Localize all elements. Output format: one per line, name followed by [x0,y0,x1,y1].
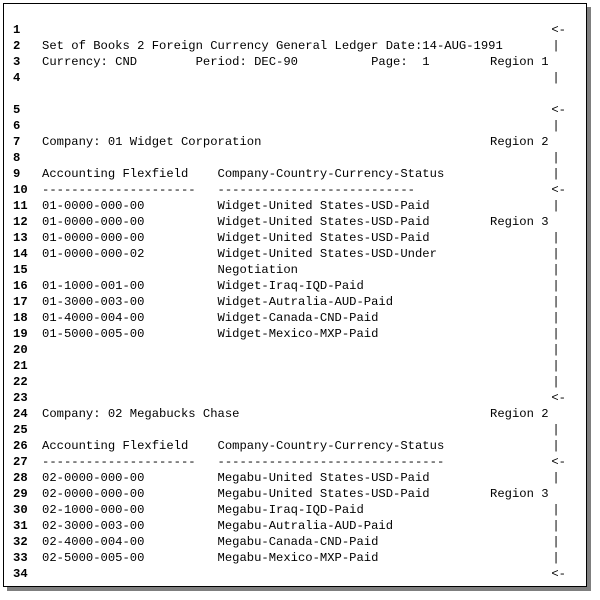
line-number: 11 [13,199,28,213]
report-line [4,422,586,438]
line-number: 7 [13,135,21,149]
region-bar-marker: | [552,375,560,389]
line-text: --------------------- --------------------------- [42,183,415,197]
line-text: Currency: CND Period: DEC-90 Page: 1 [42,55,430,69]
line-number: 4 [13,71,21,85]
report-line [4,262,586,278]
line-number: 8 [13,151,21,165]
line-number: 17 [13,295,28,309]
region-bar-marker: | [552,247,560,261]
report-line [4,534,586,550]
report-line [4,294,586,310]
line-number: 22 [13,375,28,389]
region-bar-marker: | [552,199,560,213]
line-text: 01-4000-004-00 Widget-Canada-CND-Paid [42,311,379,325]
region-arrow-marker: <- [551,103,566,117]
line-number: 32 [13,535,28,549]
line-number: 25 [13,423,28,437]
line-text: Accounting Flexfield Company-Country-Currency-Status [42,167,445,181]
report-line [4,182,586,198]
report-line [4,214,586,230]
line-number: 2 [13,39,21,53]
region-bar-marker: | [552,263,560,277]
region-bar-marker: | [552,343,560,357]
line-number: 5 [13,103,21,117]
report-line [4,454,586,470]
region-bar-marker: | [552,151,560,165]
report-line [4,278,586,294]
region-label: Region 3 [490,215,549,229]
line-text: Negotiation [42,263,298,277]
line-text: 01-0000-000-00 Widget-United States-USD-Paid [42,231,430,245]
region-label: Region 1 [490,55,549,69]
report-line [4,566,586,582]
report-line [4,150,586,166]
region-bar-marker: | [552,327,560,341]
region-bar-marker: | [552,311,560,325]
line-text: 01-0000-000-00 Widget-United States-USD-Paid [42,199,430,213]
report-page [3,3,587,587]
report-line [4,246,586,262]
region-label: Region 3 [490,487,549,501]
line-number: 10 [13,183,28,197]
report-line [4,438,586,454]
report-line [4,134,586,150]
region-bar-marker: | [552,503,560,517]
line-text: 02-0000-000-00 Megabu-United States-USD-Paid [42,471,430,485]
report-line [4,502,586,518]
region-arrow-marker: <- [551,183,566,197]
region-bar-marker: | [552,167,560,181]
line-text: 02-0000-000-00 Megabu-United States-USD-Paid [42,487,430,501]
region-bar-marker: | [552,535,560,549]
report-line [4,118,586,134]
line-number: 27 [13,455,28,469]
line-number: 31 [13,519,28,533]
line-number: 16 [13,279,28,293]
report-line [4,310,586,326]
line-number: 28 [13,471,28,485]
report-line [4,406,586,422]
line-number: 23 [13,391,28,405]
region-bar-marker: | [552,439,560,453]
report-line [4,166,586,182]
region-bar-marker: | [552,39,560,53]
report-line [4,198,586,214]
region-bar-marker: | [552,359,560,373]
report-line [4,54,586,70]
region-arrow-marker: <- [551,391,566,405]
line-number: 29 [13,487,28,501]
region-bar-marker: | [552,279,560,293]
line-number: 9 [13,167,21,181]
report-line [4,102,586,118]
line-text: 02-1000-000-00 Megabu-Iraq-IQD-Paid [42,503,364,517]
report-line [4,22,586,38]
line-number: 34 [13,567,28,581]
line-text: 01-3000-003-00 Widget-Autralia-AUD-Paid [42,295,394,309]
line-text: Company: 02 Megabucks Chase [42,407,240,421]
line-number: 14 [13,247,28,261]
line-text: 01-0000-000-00 Widget-United States-USD-Paid [42,215,430,229]
report-line [4,342,586,358]
region-bar-marker: | [552,119,560,133]
line-text: 02-5000-005-00 Megabu-Mexico-MXP-Paid [42,551,379,565]
line-number: 15 [13,263,28,277]
region-bar-marker: | [552,551,560,565]
line-text: Company: 01 Widget Corporation [42,135,262,149]
report-line [4,390,586,406]
line-number: 13 [13,231,28,245]
region-arrow-marker: <- [551,23,566,37]
line-number: 26 [13,439,28,453]
line-text: 01-1000-001-00 Widget-Iraq-IQD-Paid [42,279,364,293]
line-number: 24 [13,407,28,421]
line-number: 18 [13,311,28,325]
line-text: 02-4000-004-00 Megabu-Canada-CND-Paid [42,535,379,549]
line-number: 6 [13,119,21,133]
report-line [4,374,586,390]
line-text: --------------------- ------------------------------- [42,455,445,469]
line-number: 3 [13,55,21,69]
region-label: Region 2 [490,407,549,421]
line-number: 33 [13,551,28,565]
report-line [4,470,586,486]
region-bar-marker: | [552,423,560,437]
region-arrow-marker: <- [551,455,566,469]
line-text: 01-0000-000-02 Widget-United States-USD-Under [42,247,437,261]
line-text: 01-5000-005-00 Widget-Mexico-MXP-Paid [42,327,379,341]
region-label: Region 2 [490,135,549,149]
line-number: 21 [13,359,28,373]
region-bar-marker: | [552,471,560,485]
report-line [4,38,586,54]
line-text: Set of Books 2 Foreign Currency General Ledger Date:14-AUG-1991 [42,39,503,53]
region-bar-marker: | [552,295,560,309]
region-bar-marker: | [552,519,560,533]
line-number: 19 [13,327,28,341]
region-bar-marker: | [552,231,560,245]
line-text: 02-3000-003-00 Megabu-Autralia-AUD-Paid [42,519,394,533]
line-number: 20 [13,343,28,357]
report-line [4,70,586,86]
report-line [4,230,586,246]
line-number: 1 [13,23,21,37]
report-line [4,358,586,374]
line-number: 30 [13,503,28,517]
line-text: Accounting Flexfield Company-Country-Currency-Status [42,439,445,453]
region-arrow-marker: <- [551,567,566,581]
region-bar-marker: | [552,71,560,85]
report-line [4,86,586,102]
report-line [4,326,586,342]
report-line [4,486,586,502]
report-line [4,550,586,566]
report-line [4,518,586,534]
line-number: 12 [13,215,28,229]
